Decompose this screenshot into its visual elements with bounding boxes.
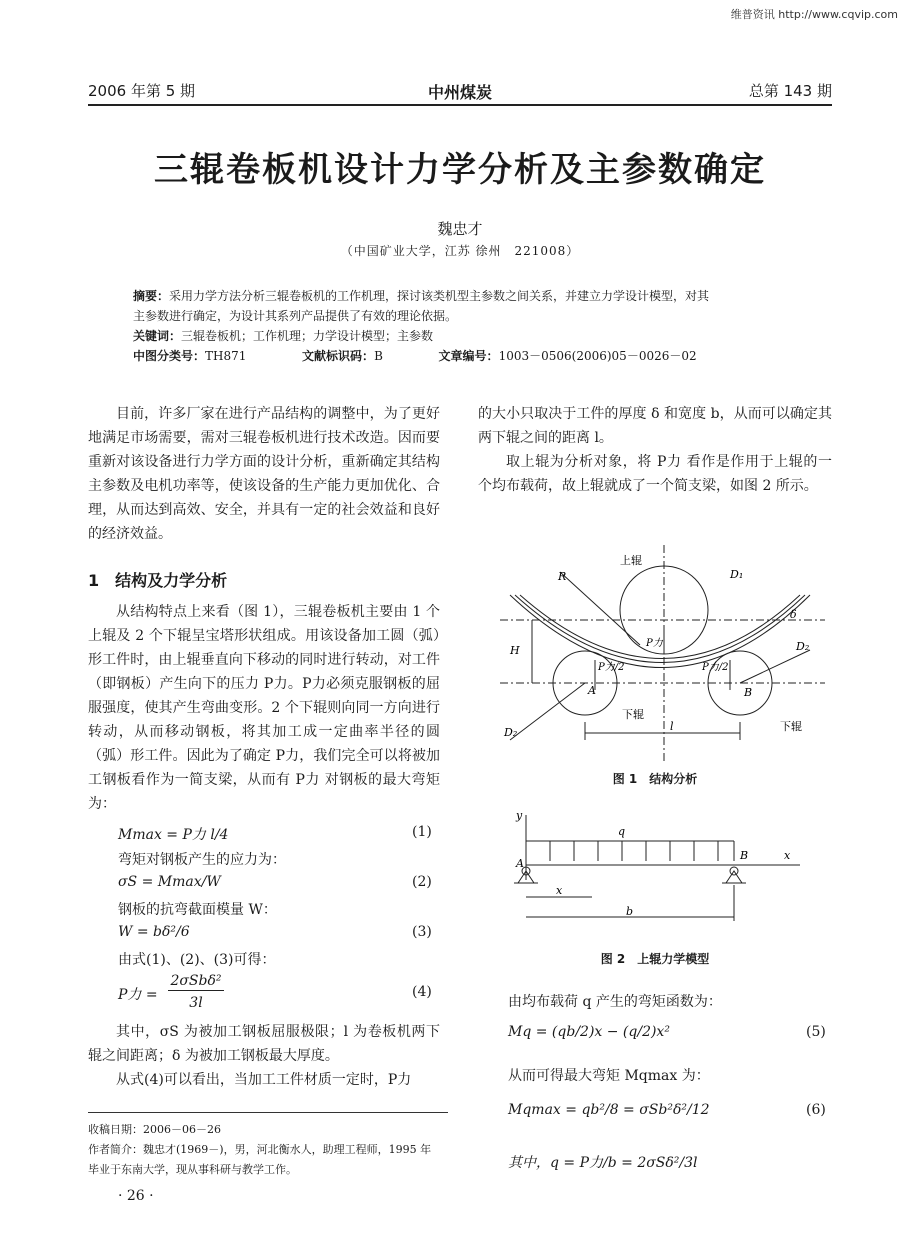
eq4-intro: 由式(1)、(2)、(3)可得： — [118, 952, 276, 968]
equation-6: Mqmax = qb²/8 = σSb²δ²/12 — [508, 1102, 710, 1118]
structure-paragraph: 从结构特点上来看（图 1），三辊卷板机主要由 1 个上辊及 2 个下辊呈宝塔形状组成。用该设备加工圆（弧）形工件时，由上辊垂直向下移动的同时进行转动，对工件（即钢板）产生向下的压力 P力。P力必须克服钢板的屈服强度，使其产生弯曲变形。2 个下辊则向同一方向进行转动，从而移动钢板，将其加工成一定曲率半径的圆（弧）形工件。因此为了确定 P力，我们完全可以将被加工钢板看作为一简支梁，从而有 P力 对钢板的最大弯矩为： — [88, 604, 440, 812]
equation-3: W = bδ²/6 — [118, 924, 190, 940]
figure-1-structure-diagram — [490, 540, 830, 765]
equation-3-number: (3) — [412, 924, 432, 940]
fig2-label-y: y — [516, 809, 523, 822]
abstract-label: 摘要： — [133, 289, 170, 303]
class-label: 中图分类号： — [133, 349, 206, 363]
keywords: 三辊卷板机；工作机理；力学设计模型；主参数 — [181, 329, 434, 343]
article-no: 1003－0506(2006)05－0026－02 — [498, 349, 697, 363]
label-l: l — [670, 720, 674, 733]
conclusion-paragraph: 从式(4)可以看出，当加工工件材质一定时，P力 — [116, 1072, 412, 1088]
equation-6-number: (6) — [806, 1102, 826, 1118]
author-bio-1: 作者简介：魏忠才(1969－)，男，河北衡水人，助理工程师，1995 年 — [88, 1143, 432, 1156]
keywords-label: 关键词： — [133, 329, 182, 343]
eq6-intro: 从而可得最大弯矩 Mqmax 为： — [508, 1068, 710, 1084]
fig2-label-B: B — [740, 849, 749, 862]
equation-1: Mmax = P力 l/4 — [118, 827, 229, 843]
footnote — [88, 1120, 448, 1180]
header-rule — [88, 104, 832, 106]
equation-2: σS = Mmax/W — [118, 874, 221, 890]
label-D1: D₁ — [730, 568, 744, 581]
abstract-text-1: 采用力学方法分析三辊卷板机的工作机理，探讨该类机型主参数之间关系，并建立力学设计模型，对其 — [169, 289, 710, 303]
fig2-label-b: b — [626, 905, 634, 918]
equation-5: Mq = (qb/2)x − (q/2)x² — [508, 1024, 670, 1040]
total-issue: 总第 143 期 — [748, 82, 832, 100]
label-D2-left: D₂ — [504, 726, 518, 739]
figure-1-caption: 图 1 结构分析 — [612, 772, 698, 786]
equation-2-number: (2) — [412, 874, 432, 890]
abstract — [133, 286, 793, 366]
left-column — [88, 402, 440, 546]
section-1-heading: 1 结构及力学分析 — [88, 571, 228, 590]
label-lower-roll-left: 下辊 — [622, 708, 644, 721]
fig2-label-q: q — [618, 825, 626, 838]
label-P-half-left: P力/2 — [598, 662, 625, 673]
label-lower-roll-right: 下辊 — [780, 720, 802, 733]
right-column — [478, 402, 832, 498]
label-P-half-right: P力/2 — [702, 662, 729, 673]
eq3-intro: 钢板的抗弯截面模量 W： — [118, 902, 277, 918]
label-D2-right: D₂ — [796, 640, 810, 653]
equation-4-lhs: P力 = — [118, 987, 158, 1003]
class-code: TH871 — [205, 349, 247, 363]
figure-2-beam-model — [500, 805, 810, 935]
symbol-definition — [88, 1020, 440, 1092]
journal-name: 中州煤炭 — [427, 83, 492, 102]
equation-1-number: (1) — [412, 824, 432, 840]
doc-code-label: 文献标识码： — [302, 349, 375, 363]
author: 魏忠才 — [437, 220, 483, 238]
issue-label: 2006 年第 5 期 — [88, 82, 196, 100]
doc-code: B — [374, 349, 383, 363]
q-definition: 其中，q = P力/b = 2σSδ²/3l — [508, 1155, 698, 1171]
equation-5-number: (5) — [806, 1024, 826, 1040]
label-P: P力 — [646, 638, 663, 649]
equation-4-number: (4) — [412, 984, 432, 1000]
received-date: 收稿日期：2006－06－26 — [88, 1123, 221, 1136]
author-bio-2: 毕业于东南大学，现从事科研与教学工作。 — [88, 1163, 297, 1176]
figure-2-caption: 图 2 上辊力学模型 — [600, 952, 710, 966]
label-R: R — [558, 570, 567, 583]
eq2-intro: 弯矩对钢板产生的应力为： — [118, 852, 286, 868]
label-B: B — [744, 686, 753, 699]
abstract-text-2: 主参数进行确定，为设计其系列产品提供了有效的理论依据。 — [133, 309, 458, 323]
label-H: H — [510, 644, 520, 657]
footnote-rule — [88, 1112, 448, 1113]
affiliation: （中国矿业大学，江苏 徐州 221008） — [340, 244, 580, 258]
eq5-intro: 由均布载荷 q 产生的弯矩函数为： — [508, 994, 722, 1010]
fig2-label-x-axis: x — [784, 849, 791, 862]
section-1-body — [88, 600, 440, 816]
article-no-label: 文章编号： — [438, 349, 499, 363]
right-paragraph-1: 的大小只取决于工件的厚度 δ 和宽度 b，从而可以确定其两下辊之间的距离 l。 — [478, 406, 832, 446]
intro-paragraph: 目前，许多厂家在进行产品结构的调整中，为了更好地满足市场需要，需对三辊卷板机进行技术改造。因而要重新对该设备进行力学方面的设计分析，重新确定其结构主参数及电机功率等，使该设备的生产能力更加优化、合理，从而达到高效、安全，并具有一定的社会效益和良好的经济效益。 — [88, 406, 440, 542]
paper-title: 三辊卷板机设计力学分析及主参数确定 — [154, 150, 766, 190]
definition-paragraph: 其中，σS 为被加工钢板屈服极限；l 为卷板机两下辊之间距离；δ 为被加工钢板最大厚度。 — [88, 1024, 440, 1064]
label-A: A — [588, 684, 596, 697]
label-upper-roll: 上辊 — [620, 554, 642, 567]
watermark: 维普资讯 http://www.cqvip.com — [730, 8, 898, 21]
equation-4-numerator: 2σSbδ² — [168, 972, 224, 991]
label-delta: δ — [790, 608, 797, 621]
page-number: · 26 · — [118, 1188, 154, 1204]
fig2-label-A: A — [516, 857, 524, 870]
equation-4-denominator: 3l — [189, 995, 203, 1011]
fig2-label-x: x — [556, 884, 563, 897]
right-paragraph-2: 取上辊为分析对象，将 P力 看作是作用于上辊的一个均布载荷，故上辊就成了一个简支梁，如图 2 所示。 — [478, 454, 832, 494]
